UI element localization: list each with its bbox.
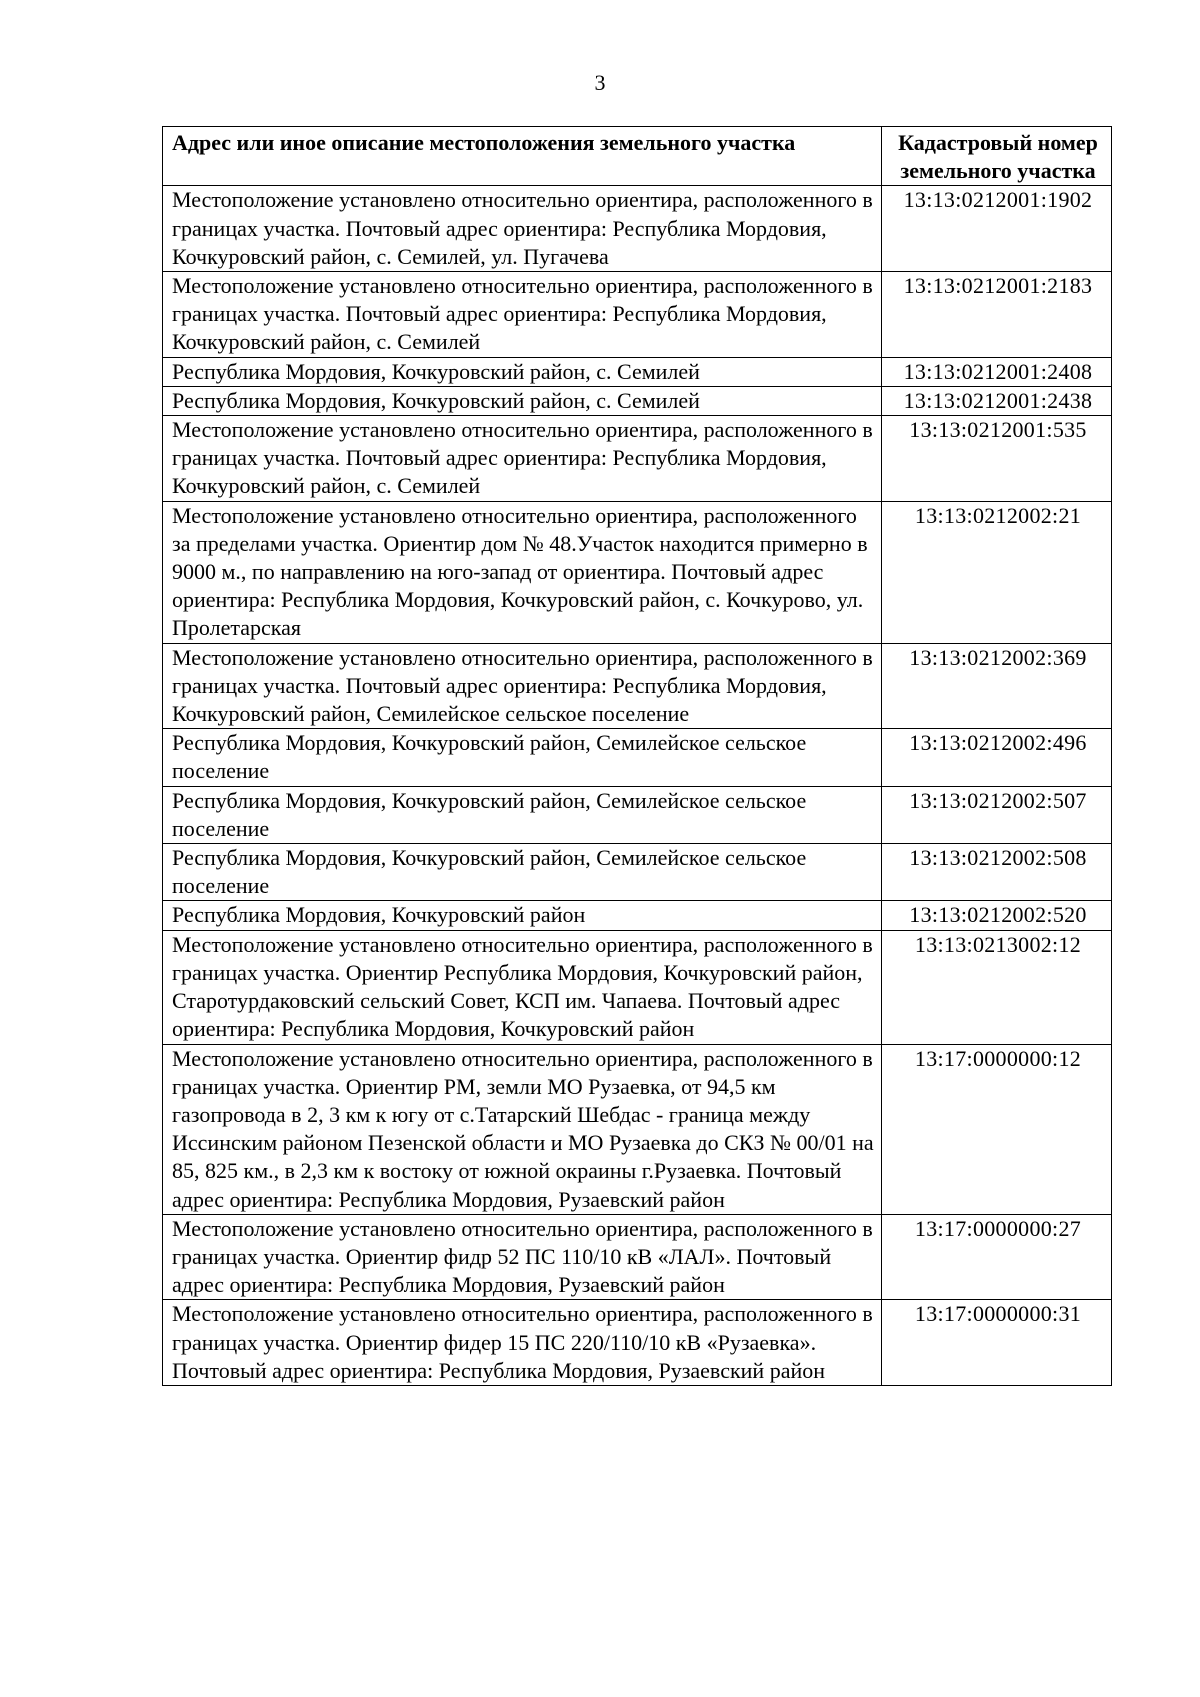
cadastral-number-cell: 13:13:0212001:2183 [882,272,1112,358]
address-cell: Республика Мордовия, Кочкуровский район, с. Семилей [163,357,882,386]
cadastral-number-cell: 13:13:0212002:508 [882,844,1112,901]
address-cell: Местоположение установлено относительно ориентира, расположенного в границах участка. Почтовый адрес ориентира: Республика Мордовия, Кочкуровский район, с. Семилей [163,272,882,358]
address-cell: Республика Мордовия, Кочкуровский район, с. Семилей [163,386,882,415]
table-row [163,930,1112,1044]
cadastral-number-cell: 13:13:0212002:520 [882,901,1112,930]
address-cell: Республика Мордовия, Кочкуровский район, Семилейское сельское поселение [163,729,882,786]
table-row [163,1300,1112,1386]
table-row [163,357,1112,386]
address-cell: Местоположение установлено относительно ориентира, расположенного в границах участка. Почтовый адрес ориентира: Республика Мордовия, Кочкуровский район, с. Семилей [163,416,882,502]
land-plots-table [162,126,1112,1386]
table-row [163,416,1112,502]
address-cell: Республика Мордовия, Кочкуровский район, Семилейское сельское поселение [163,844,882,901]
cadastral-number-cell: 13:13:0212002:496 [882,729,1112,786]
table-row [163,272,1112,358]
address-cell: Местоположение установлено относительно ориентира, расположенного в границах участка. Ориентир Республика Мордовия, Кочкуровский район, Старотурдаковский сельский Совет, КСП им. Чапаева. Почтовый адрес ориентира: Республика Мордовия, Кочкуровский район [163,930,882,1044]
table-header-row [163,127,1112,186]
cadastral-number-cell: 13:13:0212002:21 [882,501,1112,643]
cadastral-number-cell: 13:17:0000000:27 [882,1214,1112,1300]
cadastral-number-cell: 13:13:0212002:369 [882,643,1112,729]
cadastral-number-cell: 13:13:0212001:535 [882,416,1112,502]
header-address: Адрес или иное описание местоположения земельного участка [163,127,882,186]
table-row [163,386,1112,415]
address-cell: Местоположение установлено относительно ориентира, расположенного в границах участка. Ориентир фидер 15 ПС 220/110/10 кВ «Рузаевка». Почтовый адрес ориентира: Республика Мордовия, Рузаевский район [163,1300,882,1386]
cadastral-number-cell: 13:13:0212001:1902 [882,186,1112,272]
address-cell: Местоположение установлено относительно ориентира, расположенного в границах участка. Почтовый адрес ориентира: Республика Мордовия, Кочкуровский район, Семилейское сельское поселение [163,643,882,729]
table-row [163,901,1112,930]
table-row [163,844,1112,901]
address-cell: Местоположение установлено относительно ориентира, расположенного за пределами участка. Ориентир дом № 48.Участок находится примерно в 9000 м., по направлению на юго-запад от ориентира. Почтовый адрес ориентира: Республика Мордовия, Кочкуровский район, с. Кочкурово, ул. Пролетарская [163,501,882,643]
header-cadastral-number: Кадастровый номер земельного участка [882,127,1112,186]
table-row [163,1044,1112,1214]
address-cell: Местоположение установлено относительно ориентира, расположенного в границах участка. Ориентир РМ, земли МО Рузаевка, от 94,5 км газопровода в 2, 3 км к югу от с.Татарский Шебдас - граница между Иссинским районом Пезенской области и МО Рузаевка до СКЗ № 00/01 на 85, 825 км., в 2,3 км к востоку от южной окраины г.Рузаевка. Почтовый адрес ориентира: Республика Мордовия, Рузаевский район [163,1044,882,1214]
cadastral-number-cell: 13:13:0213002:12 [882,930,1112,1044]
address-cell: Республика Мордовия, Кочкуровский район, Семилейское сельское поселение [163,786,882,843]
cadastral-number-cell: 13:17:0000000:12 [882,1044,1112,1214]
table-row [163,729,1112,786]
table-row [163,186,1112,272]
cadastral-number-cell: 13:13:0212001:2408 [882,357,1112,386]
cadastral-number-cell: 13:13:0212001:2438 [882,386,1112,415]
page-number: 3 [594,70,606,95]
table-row [163,1214,1112,1300]
table-row [163,786,1112,843]
address-cell: Республика Мордовия, Кочкуровский район [163,901,882,930]
cadastral-number-cell: 13:13:0212002:507 [882,786,1112,843]
address-cell: Местоположение установлено относительно ориентира, расположенного в границах участка. Ориентир фидр 52 ПС 110/10 кВ «ЛАЛ». Почтовый адрес ориентира: Республика Мордовия, Рузаевский район [163,1214,882,1300]
table-row [163,643,1112,729]
table-row [163,501,1112,643]
cadastral-number-cell: 13:17:0000000:31 [882,1300,1112,1386]
address-cell: Местоположение установлено относительно ориентира, расположенного в границах участка. Почтовый адрес ориентира: Республика Мордовия, Кочкуровский район, с. Семилей, ул. Пугачева [163,186,882,272]
